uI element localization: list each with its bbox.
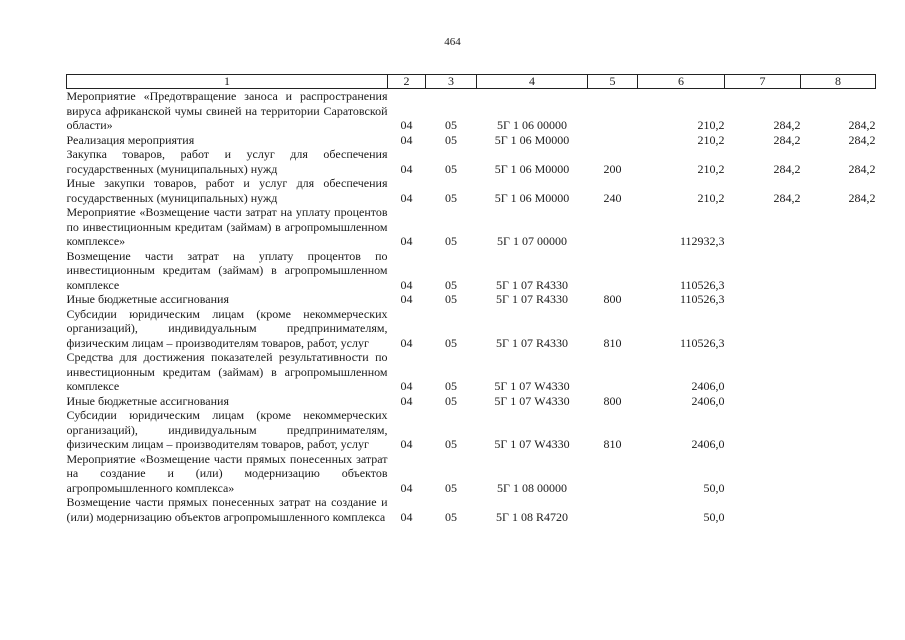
amount-year-2 <box>725 307 801 351</box>
header-cell: 6 <box>638 75 725 89</box>
amount-year-2: 284,2 <box>773 161 801 176</box>
amount-year-3: 284,2 <box>848 132 876 147</box>
subsection-code: 05 <box>445 190 457 205</box>
expense-type-code: 810 <box>603 335 622 350</box>
expense-type-code: 800 <box>603 292 622 306</box>
amount-year-3: 284,2 <box>848 190 876 205</box>
amount-year-2: 284,2 <box>773 132 801 147</box>
target-article-code: 5Г 1 07 W4330 <box>494 437 570 451</box>
table-row <box>67 249 876 293</box>
section-code: 04 <box>400 277 413 292</box>
amount-year-3 <box>801 350 876 394</box>
amount-year-1: 110526,3 <box>679 277 725 292</box>
table-row <box>67 452 876 496</box>
amount-year-2 <box>725 394 801 409</box>
expense-type-code <box>588 249 638 293</box>
item-name: Субсидии юридическим лицам (кроме некоммерческих организаций), индивидуальным предпринимателям, физическим лицам – производителям товаров, работ, услуг <box>66 306 388 350</box>
subsection-code: 05 <box>445 234 457 248</box>
target-article-code: 5Г 1 07 W4330 <box>494 379 570 393</box>
header-cell: 1 <box>67 75 388 89</box>
header-cell: 5 <box>588 75 638 89</box>
subsection-code: 05 <box>445 437 457 451</box>
amount-year-2 <box>725 292 801 307</box>
target-article-code: 5Г 1 07 R4330 <box>496 335 568 350</box>
table-row <box>67 350 876 394</box>
subsection-code: 05 <box>445 335 457 350</box>
amount-year-1: 210,2 <box>697 118 725 132</box>
expense-type-code <box>588 350 638 394</box>
amount-year-2: 284,2 <box>773 190 801 205</box>
target-article-code: 5Г 1 07 00000 <box>497 234 567 248</box>
item-name: Реализация мероприятия <box>66 132 195 147</box>
amount-year-3 <box>801 408 876 452</box>
item-name: Субсидии юридическим лицам (кроме некоммерческих организаций), индивидуальным предпринимателям, физическим лицам – производителям товаров, работ, услуг <box>66 408 388 451</box>
expense-type-code: 810 <box>603 437 622 451</box>
expense-type-code <box>588 495 638 524</box>
table-row <box>67 176 876 205</box>
target-article-code: 5Г 1 08 00000 <box>497 480 567 495</box>
item-name: Мероприятие «Возмещение части затрат на уплату процентов по инвестиционным кредитам (займам) в агропромышленном комплексе» <box>66 205 388 248</box>
amount-year-2 <box>725 452 801 496</box>
target-article-code: 5Г 1 06 M0000 <box>494 132 570 147</box>
item-name: Мероприятие «Предотвращение заноса и распространения вируса африканской чумы свиней на территории Саратовской области» <box>66 89 388 132</box>
subsection-code: 05 <box>445 509 457 524</box>
item-name: Иные бюджетные ассигнования <box>66 393 229 408</box>
section-code: 04 <box>400 393 413 408</box>
table-row <box>67 408 876 452</box>
amount-year-3 <box>801 205 876 249</box>
amount-year-3: 284,2 <box>848 161 876 176</box>
item-name: Иные бюджетные ассигнования <box>66 292 229 306</box>
amount-year-2 <box>725 350 801 394</box>
amount-year-2: 284,2 <box>773 118 801 132</box>
subsection-code: 05 <box>445 277 457 292</box>
section-code: 04 <box>400 292 413 306</box>
amount-year-3: 284,2 <box>848 118 876 132</box>
amount-year-2 <box>725 205 801 249</box>
header-row <box>67 75 876 89</box>
target-article-code: 5Г 1 06 M0000 <box>494 190 570 205</box>
amount-year-3 <box>801 307 876 351</box>
amount-year-3 <box>801 452 876 496</box>
section-code: 04 <box>400 437 413 451</box>
amount-year-2 <box>725 408 801 452</box>
target-article-code: 5Г 1 07 R4330 <box>496 292 568 306</box>
section-code: 04 <box>400 335 413 350</box>
section-code: 04 <box>400 509 413 524</box>
amount-year-3 <box>801 249 876 293</box>
table-row <box>67 292 876 307</box>
target-article-code: 5Г 1 07 W4330 <box>494 393 570 408</box>
item-name: Средства для достижения показателей результативности по инвестиционным кредитам (займам) в агропромышленном комплексе <box>66 350 388 393</box>
page-number: 464 <box>444 36 461 48</box>
expense-type-code: 200 <box>603 161 622 176</box>
table-row <box>67 205 876 249</box>
section-code: 04 <box>400 132 413 147</box>
amount-year-1: 2406,0 <box>691 379 725 393</box>
target-article-code: 5Г 1 07 R4330 <box>496 277 568 292</box>
item-name: Закупка товаров, работ и услуг для обеспечения государственных (муниципальных) нужд <box>66 147 388 176</box>
subsection-code: 05 <box>445 132 457 147</box>
item-name: Мероприятие «Возмещение части прямых понесенных затрат на создание и (или) модернизацию объектов агропромышленного комплекса» <box>66 451 388 495</box>
table-row <box>67 147 876 176</box>
table-row <box>67 394 876 409</box>
header-cell: 2 <box>388 75 426 89</box>
expense-type-code <box>588 89 638 133</box>
section-code: 04 <box>400 190 413 205</box>
amount-year-1: 110526,3 <box>679 292 725 306</box>
item-name: Возмещение части прямых понесенных затрат на создание и (или) модернизацию объектов агропромышленного комплекса <box>66 495 388 524</box>
table-row <box>67 89 876 133</box>
amount-year-2 <box>725 495 801 524</box>
target-article-code: 5Г 1 08 R4720 <box>496 509 568 524</box>
item-name: Возмещение части затрат на уплату процентов по инвестиционным кредитам (займам) в агропромышленном комплексе <box>66 248 388 292</box>
target-article-code: 5Г 1 06 M0000 <box>494 161 570 176</box>
amount-year-2 <box>725 249 801 293</box>
subsection-code: 05 <box>445 292 457 306</box>
amount-year-1: 2406,0 <box>691 393 725 408</box>
amount-year-1: 110526,3 <box>679 335 725 350</box>
section-code: 04 <box>400 379 413 393</box>
header-cell: 8 <box>801 75 876 89</box>
header-cell: 7 <box>725 75 801 89</box>
budget-table <box>66 74 876 524</box>
header-cell: 4 <box>477 75 588 89</box>
subsection-code: 05 <box>445 161 457 176</box>
amount-year-1: 210,2 <box>697 161 725 176</box>
amount-year-1: 2406,0 <box>691 437 725 451</box>
amount-year-1: 50,0 <box>703 480 725 495</box>
subsection-code: 05 <box>445 379 457 393</box>
expense-type-code: 800 <box>603 393 622 408</box>
amount-year-3 <box>801 292 876 307</box>
item-name: Иные закупки товаров, работ и услуг для обеспечения государственных (муниципальных) нужд <box>66 176 388 205</box>
header-cell: 3 <box>426 75 477 89</box>
subsection-code: 05 <box>445 118 457 132</box>
amount-year-1: 210,2 <box>697 132 725 147</box>
expense-type-code: 240 <box>603 190 622 205</box>
expense-type-code <box>588 452 638 496</box>
section-code: 04 <box>400 480 413 495</box>
expense-type-code <box>588 205 638 249</box>
amount-year-1: 50,0 <box>703 509 725 524</box>
amount-year-1: 210,2 <box>697 190 725 205</box>
expense-type-code <box>588 133 638 148</box>
target-article-code: 5Г 1 06 00000 <box>497 118 567 132</box>
subsection-code: 05 <box>445 480 457 495</box>
table-row <box>67 133 876 148</box>
amount-year-3 <box>801 394 876 409</box>
amount-year-1: 112932,3 <box>679 234 725 248</box>
section-code: 04 <box>400 234 413 248</box>
subsection-code: 05 <box>445 393 457 408</box>
section-code: 04 <box>400 118 413 132</box>
table-row <box>67 495 876 524</box>
table-row <box>67 307 876 351</box>
section-code: 04 <box>400 161 413 176</box>
amount-year-3 <box>801 495 876 524</box>
